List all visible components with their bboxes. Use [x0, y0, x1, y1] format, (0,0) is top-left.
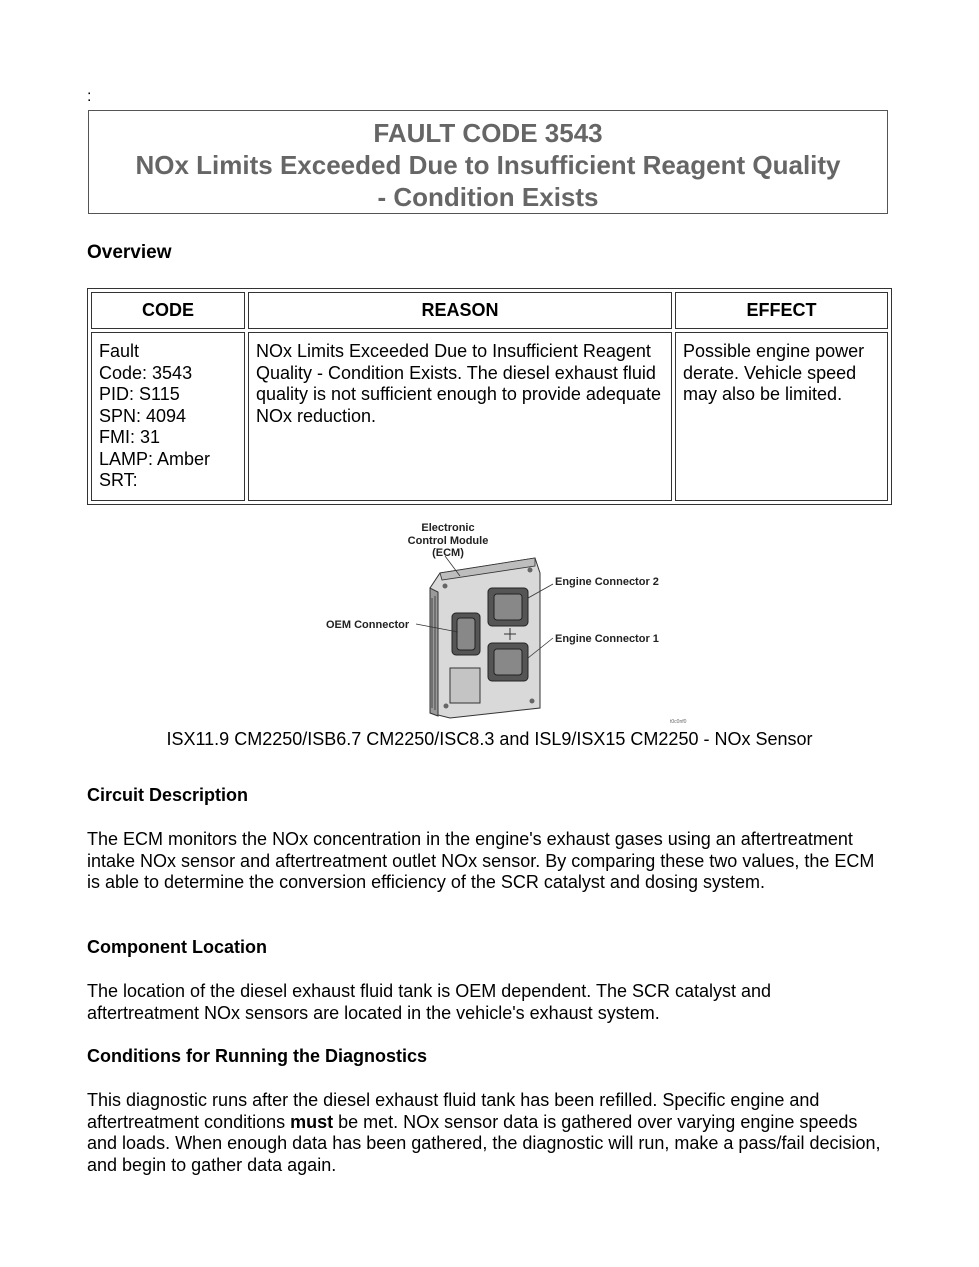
header-code: CODE: [91, 292, 245, 329]
effect-cell: Possible engine power derate. Vehicle speed may also be limited.: [675, 332, 888, 501]
code-line: PID: S115: [99, 384, 180, 404]
code-line: SRT:: [99, 470, 138, 490]
header-reason: REASON: [248, 292, 672, 329]
ecm-module-drawing: [430, 558, 540, 718]
reason-cell: NOx Limits Exceeded Due to Insufficient Reagent Quality - Condition Exists. The diesel exhaust fluid quality is not sufficient enough to provide adequate NOx reduction.: [248, 332, 672, 501]
header-effect: EFFECT: [675, 292, 888, 329]
label-oem-connector: OEM Connector: [326, 619, 410, 631]
overview-table: [87, 288, 892, 505]
code-cell: [91, 332, 245, 501]
code-line: SPN: 4094: [99, 405, 187, 426]
component-location-heading: Component Location: [87, 937, 267, 957]
code-line: FMI: 31: [99, 427, 161, 447]
overview-heading: Overview: [87, 242, 172, 263]
code-line: Code: 3543: [99, 362, 193, 383]
label-engine-connector-1: Engine Connector 1: [555, 633, 659, 645]
conditions-text-part2: be met. NOx sensor data is gathered over varying engine speeds and loads. When enough data has been gathered, the diagnostic will run, make a pass/fail decision, and begin to gather data again.: [87, 1111, 881, 1175]
ecm-illustration: [320, 518, 700, 723]
circuit-description-heading: Circuit Description: [87, 785, 249, 805]
conditions-heading: Conditions for Running the Diagnostics: [87, 1046, 427, 1066]
conditions-text: [87, 1090, 887, 1176]
fault-title-box: [88, 110, 888, 214]
conditions-text-emphasis: must: [290, 1111, 334, 1132]
conditions-text-part1: This diagnostic runs after the diesel exhaust fluid tank has been refilled. Specific engine and aftertreatment conditions: [87, 1090, 820, 1132]
label-ecm-2: Control Module: [407, 535, 489, 547]
figure-caption: ISX11.9 CM2250/ISB6.7 CM2250/ISC8.3 and ISL9/ISX15 CM2250 - NOx Sensor: [166, 729, 813, 749]
figure-code: t0c0nf0: [670, 719, 687, 723]
label-ecm-3: (ECM): [432, 547, 464, 559]
component-location-text: The location of the diesel exhaust fluid tank is OEM dependent. The SCR catalyst and aftertreatment NOx sensors are located in the vehicle's exhaust system.: [87, 981, 772, 1023]
circuit-description-text: The ECM monitors the NOx concentration in the engine's exhaust gases using an aftertreatment intake NOx sensor and aftertreatment outlet NOx sensor. By comparing these two values, the ECM is able to determine the conversion efficiency of the SCR catalyst and dosing system.: [87, 829, 875, 892]
fault-description-line1: NOx Limits Exceeded Due to Insufficient Reagent Quality: [135, 150, 841, 180]
label-ecm-1: Electronic: [421, 522, 475, 534]
fault-code-title: FAULT CODE 3543: [373, 118, 603, 148]
label-engine-connector-2: Engine Connector 2: [555, 576, 659, 588]
page-prefix: :: [87, 88, 92, 105]
fault-description-line2: - Condition Exists: [377, 182, 599, 212]
code-line: LAMP: Amber: [99, 448, 211, 469]
code-line: Fault: [99, 341, 140, 361]
